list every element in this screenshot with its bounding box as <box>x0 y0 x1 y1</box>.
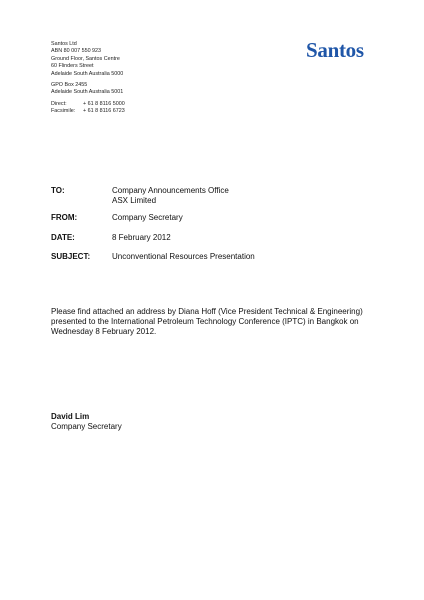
sender-address-block <box>51 41 125 116</box>
contact-direct <box>51 101 125 108</box>
signatory-name: David Lim <box>51 412 90 421</box>
memo-date-value: 8 February 2012 <box>112 233 171 242</box>
sender-company-name: Santos Ltd <box>51 41 77 47</box>
memo-from-value: Company Secretary <box>112 213 183 222</box>
memo-to-line: ASX Limited <box>112 196 157 205</box>
memo-date-label: DATE: <box>51 233 75 242</box>
sender-abn: ABN 80 007 550 923 <box>51 48 102 55</box>
memo-to-value <box>112 186 229 206</box>
contact-label: Direct: <box>51 100 67 107</box>
contact-value: + 61 8 8116 5000 <box>83 100 125 107</box>
signature-block <box>51 412 122 432</box>
memo-subject-value: Unconventional Resources Presentation <box>112 252 255 261</box>
sender-address-line: Ground Floor, Santos Centre <box>51 55 120 62</box>
memo-to-line: Company Announcements Office <box>112 186 229 195</box>
santos-logo: Santos <box>306 38 364 62</box>
body-paragraph: Please find attached an address by Diana Hoff (Vice President Technical & Engineering) presented to the International Petroleum Technology Conference (IPTC) in Bangkok on Wednesday 8 February 2012. <box>51 307 363 336</box>
contact-facsimile <box>51 108 125 115</box>
sender-postal-line: Adelaide South Australia 5001 <box>51 89 124 96</box>
sender-address-line: Adelaide South Australia 5000 <box>51 70 124 77</box>
contact-value: + 61 8 8116 6723 <box>83 108 125 115</box>
signatory-title: Company Secretary <box>51 422 122 431</box>
sender-address-line: 60 Flinders Street <box>51 63 94 70</box>
memo-from-label: FROM: <box>51 213 78 222</box>
memo-subject-label: SUBJECT: <box>51 252 91 261</box>
contact-label: Facsimile: <box>51 108 76 115</box>
memo-to-label: TO: <box>51 186 65 195</box>
sender-postal-line: GPO Box 2455 <box>51 82 88 89</box>
